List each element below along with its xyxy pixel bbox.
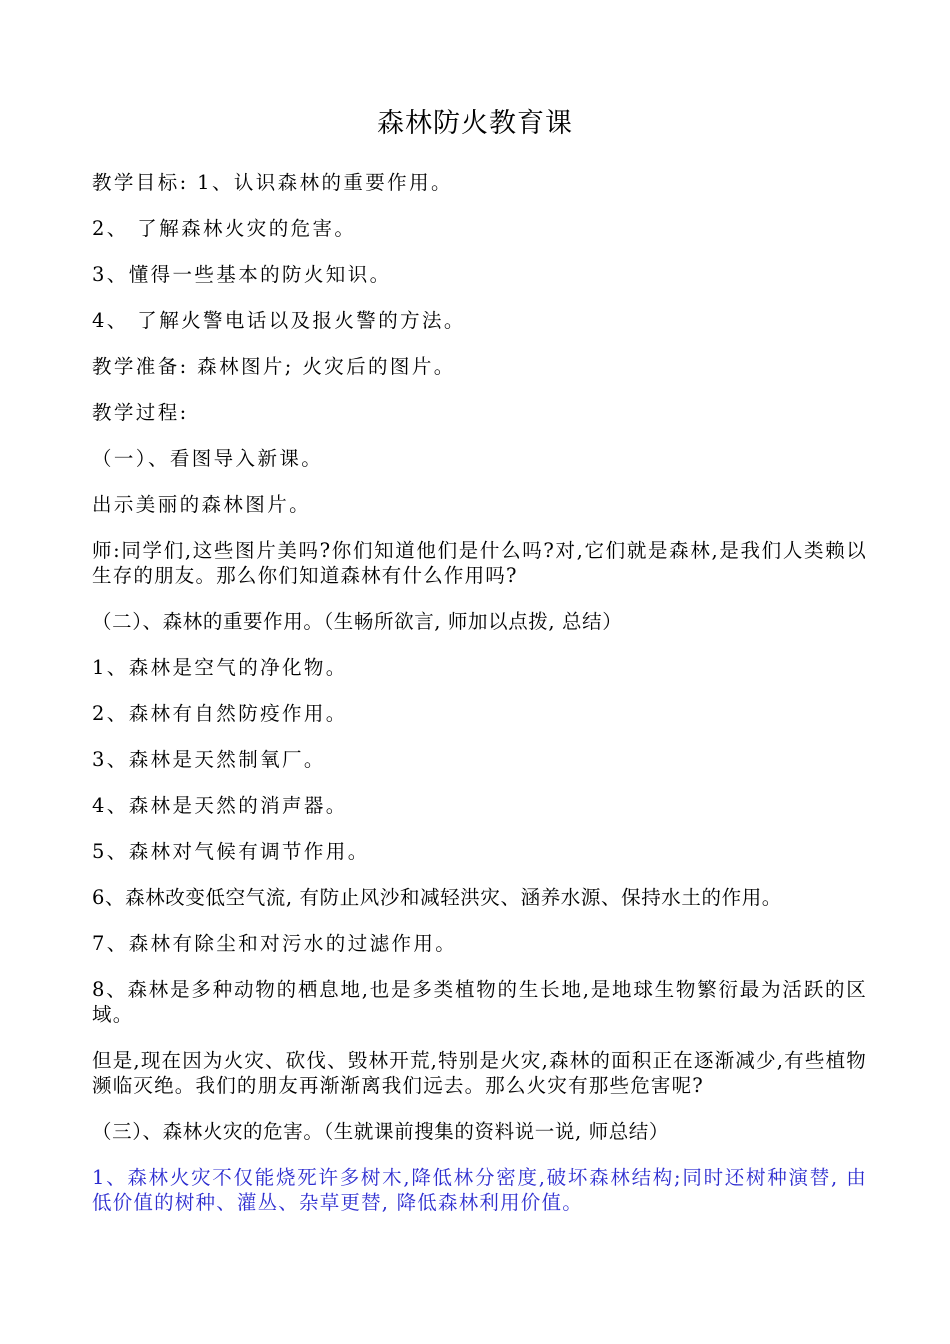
forest-decline-paragraph: 但是,现在因为火灾、砍伐、毁林开荒,特别是火灾,森林的面积正在逐渐减少,有些植物濒临灭绝。我们的朋友再渐渐离我们远去。那么火灾有那些危害呢? (92, 1049, 867, 1097)
teaching-process-heading: 教学过程: (92, 401, 189, 424)
teaching-goal-2: 2、 了解森林火灾的危害。 (92, 217, 357, 240)
show-forest-pictures: 出示美丽的森林图片。 (92, 493, 312, 516)
forest-role-6: 6、森林改变低空气流, 有防止风沙和减轻洪灾、涵养水源、保持水土的作用。 (92, 886, 782, 909)
teaching-goal-4: 4、 了解火警电话以及报火警的方法。 (92, 309, 466, 332)
document-body (92, 170, 867, 1236)
forest-role-4: 4、森林是天然的消声器。 (92, 794, 348, 817)
forest-role-5: 5、森林对气候有调节作用。 (92, 840, 370, 863)
teaching-goal-1: 教学目标: 1、认识森林的重要作用。 (92, 171, 453, 194)
section-2-heading: （二）、森林的重要作用。（生畅所欲言, 师加以点拨, 总结） (92, 610, 623, 633)
section-3-heading: （三）、森林火灾的危害。（生就课前搜集的资料说一说, 师总结） (92, 1120, 669, 1143)
forest-role-7: 7、森林有除尘和对污水的过滤作用。 (92, 932, 458, 955)
forest-role-3: 3、森林是天然制氧厂。 (92, 748, 326, 771)
teaching-goal-3: 3、懂得一些基本的防火知识。 (92, 263, 392, 286)
section-1-heading: （一）、看图导入新课。 (92, 447, 324, 470)
forest-role-2: 2、森林有自然防疫作用。 (92, 702, 348, 725)
teaching-preparation: 教学准备: 森林图片; 火灾后的图片。 (92, 355, 456, 378)
forest-role-8: 8、森林是多种动物的栖息地,也是多类植物的生长地,是地球生物繁衍最为活跃的区域。 (92, 978, 867, 1026)
document-title: 森林防火教育课 (377, 108, 573, 139)
forest-role-1: 1、森林是空气的净化物。 (92, 656, 348, 679)
fire-harm-1: 1、森林火灾不仅能烧死许多树木,降低林分密度,破坏森林结构;同时还树种演替, 由低价值的树种、灌丛、杂草更替, 降低森林利用价值。 (92, 1166, 867, 1214)
teacher-question: 师:同学们,这些图片美吗?你们知道他们是什么吗?对,它们就是森林,是我们人类赖以生存的朋友。那么你们知道森林有什么作用吗? (92, 539, 867, 587)
